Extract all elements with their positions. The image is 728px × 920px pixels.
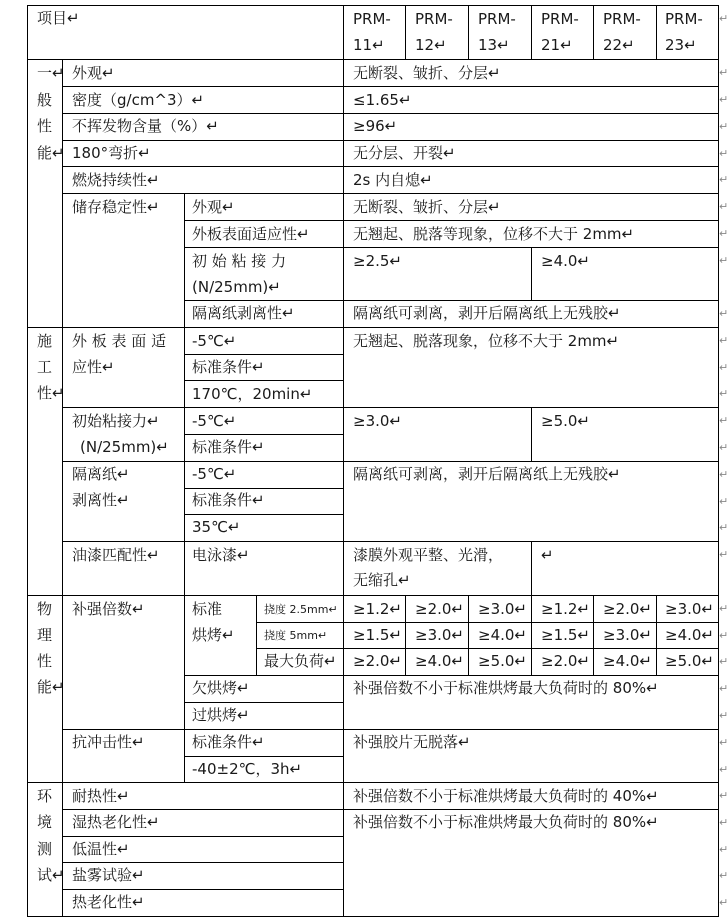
row-end-mark: ↵ [719, 147, 728, 160]
row-end-mark: ↵ [719, 361, 728, 374]
row-end-mark: ↵ [719, 602, 728, 615]
row-end-mark: ↵ [719, 763, 728, 776]
cell-v-cc-cs2: ≥4.0↵ [541, 252, 590, 270]
cell-c-item: 项目↵ [37, 9, 80, 27]
row-end-mark: ↵ [719, 495, 728, 508]
cell-v-sg-gl: 隔离纸可剥离，剥开后隔离纸上无残胶↵ [353, 465, 621, 483]
cell-r-sg-cs2: (N/25mm)↵ [80, 438, 169, 456]
cell-d-1-1: ≥1.2↵ [353, 600, 402, 618]
row-end-mark: ↵ [719, 120, 728, 133]
cell-g4-4: 试↵ [37, 866, 65, 884]
cell-r-kc-a: 标准条件↵ [192, 733, 265, 751]
table-rule-v [62, 59, 63, 917]
cell-h-13a: PRM- [478, 10, 516, 28]
cell-r-md: 密度（g/cm^3）↵ [72, 91, 205, 109]
cell-r-sg-cs1: 初始粘接力↵ [72, 412, 160, 430]
cell-r-rl: 热老化性↵ [72, 893, 145, 911]
cell-v-sg-cs1: ≥3.0↵ [353, 412, 402, 430]
cell-d-2-5: ≥3.0↵ [603, 626, 652, 644]
row-end-mark: ↵ [719, 227, 728, 240]
cell-v-sg-yq3: ↵ [541, 546, 554, 564]
cell-r-sg-yq: 油漆匹配性↵ [72, 546, 160, 564]
cell-r-kc: 抗冲击性↵ [72, 733, 145, 751]
row-end-mark: ↵ [719, 12, 728, 25]
row-end-mark: ↵ [719, 521, 728, 534]
cell-d-2-6: ≥4.0↵ [665, 626, 714, 644]
cell-d-3-4: ≥2.0↵ [541, 652, 590, 670]
cell-r-bq: 补强倍数↵ [72, 600, 145, 618]
cell-v-bq-qh: 补强倍数不小于标准烘烤最大负荷时的 80%↵ [353, 679, 659, 697]
cell-r-sg-gl-a: -5℃↵ [192, 465, 237, 483]
cell-r-180: 180°弯折↵ [72, 144, 151, 162]
row-end-mark: ↵ [719, 468, 728, 481]
table-rule-v [531, 5, 532, 60]
cell-v-sg-yq1: 漆膜外观平整、光滑， [353, 546, 504, 564]
cell-g1-4: 能↵ [37, 144, 65, 162]
cell-v-kc: 补强胶片无脱落↵ [353, 733, 471, 751]
cell-d-1-3: ≥3.0↵ [478, 600, 527, 618]
table-rule-v [256, 595, 257, 676]
cell-r-yw: 盐雾试验↵ [72, 866, 145, 884]
table-rule-v [184, 193, 185, 328]
cell-g2-1: 施 [37, 332, 53, 350]
row-end-mark: ↵ [719, 629, 728, 642]
cell-r-sr: 湿热老化性↵ [72, 813, 160, 831]
cell-r-bq-max: 最大负荷↵ [264, 652, 337, 670]
cell-d-3-3: ≥5.0↵ [478, 652, 527, 670]
table-rule-h [27, 916, 719, 917]
cell-h-21a: PRM- [541, 10, 579, 28]
cell-r-sg-wb-b: 标准条件↵ [192, 358, 265, 376]
cell-r-sg-wb-a: -5℃↵ [192, 332, 237, 350]
row-end-mark: ↵ [719, 736, 728, 749]
cell-g3-1: 物 [37, 600, 53, 618]
cell-r-bq-nd1: 挠度 2.5mm↵ [264, 603, 338, 616]
row-end-mark: ↵ [719, 709, 728, 722]
cell-g3-2: 理 [37, 626, 53, 644]
cell-v-sg-yq2: 无缩孔↵ [353, 571, 411, 589]
cell-r-kc-b: -40±2℃，3h↵ [192, 760, 303, 778]
cell-h-22a: PRM- [603, 10, 641, 28]
row-end-mark: ↵ [719, 334, 728, 347]
cell-r-sg-yq-a: 电泳漆↵ [192, 546, 250, 564]
cell-r-cc-wg: 外观↵ [192, 198, 235, 216]
cell-h-13b: 13↵ [478, 36, 510, 54]
cell-h-11a: PRM- [353, 10, 391, 28]
cell-g1-2: 般 [37, 91, 53, 109]
cell-g2-2: 工 [37, 358, 53, 376]
cell-d-2-2: ≥3.0↵ [415, 626, 464, 644]
row-end-mark: ↵ [719, 441, 728, 454]
cell-r-bq-bz2: 烘烤↵ [192, 626, 235, 644]
cell-d-1-2: ≥2.0↵ [415, 600, 464, 618]
cell-r-cc-cs1: 初 始 粘 接 力 [192, 252, 287, 270]
table-rule-v [531, 595, 532, 676]
cell-r-bq-gh: 过烘烤↵ [192, 706, 250, 724]
table-rule-v [405, 5, 406, 60]
table-rule-v [656, 5, 657, 60]
cell-d-2-1: ≥1.5↵ [353, 626, 402, 644]
row-end-mark: ↵ [719, 548, 728, 561]
table-rule-v [531, 541, 532, 596]
row-end-mark: ↵ [719, 254, 728, 267]
cell-h-23a: PRM- [665, 10, 703, 28]
table-rule-v [468, 595, 469, 676]
cell-d-3-2: ≥4.0↵ [415, 652, 464, 670]
cell-v-md: ≤1.65↵ [353, 91, 412, 109]
cell-v-cc-wb: 无翘起、脱落等现象，位移不大于 2mm↵ [353, 225, 635, 243]
cell-r-cc-glz: 隔离纸剥离性↵ [192, 304, 295, 322]
cell-r-sg-wb1: 外 板 表 面 适 [72, 332, 167, 350]
table-rule-v [531, 407, 532, 462]
row-end-mark: ↵ [719, 200, 728, 213]
cell-r-cc: 储存稳定性↵ [72, 198, 160, 216]
table-rule-v [531, 247, 532, 301]
cell-v-nr: 补强倍数不小于标准烘烤最大负荷时的 40%↵ [353, 787, 659, 805]
cell-d-2-4: ≥1.5↵ [541, 626, 590, 644]
cell-d-1-6: ≥3.0↵ [665, 600, 714, 618]
cell-g3-4: 能↵ [37, 678, 65, 696]
cell-d-3-5: ≥4.0↵ [603, 652, 652, 670]
row-end-mark: ↵ [719, 682, 728, 695]
table-rule-v [656, 595, 657, 676]
table-rule-v [184, 327, 185, 783]
cell-g2-3: 性↵ [37, 384, 65, 402]
row-end-mark: ↵ [719, 896, 728, 909]
cell-v-cc-cs1: ≥2.5↵ [353, 252, 402, 270]
cell-v-sg-cs2: ≥5.0↵ [541, 412, 590, 430]
cell-r-bq-nd2: 挠度 5mm↵ [264, 629, 328, 642]
cell-r-wg: 外观↵ [72, 64, 115, 82]
cell-r-sg-cs-b: 标准条件↵ [192, 438, 265, 456]
cell-d-3-1: ≥2.0↵ [353, 652, 402, 670]
cell-r-sg-gl-c: 35℃↵ [192, 518, 241, 536]
cell-r-sg-wb2: 应性↵ [72, 358, 115, 376]
cell-r-sg-wb-c: 170℃，20min↵ [192, 385, 313, 403]
cell-h-23b: 23↵ [665, 36, 697, 54]
cell-h-12a: PRM- [415, 10, 453, 28]
cell-g1-1: 一↵ [37, 64, 65, 82]
cell-r-sg-cs-a: -5℃↵ [192, 412, 237, 430]
cell-v-wg: 无断裂、皱折、分层↵ [353, 64, 501, 82]
table-rule-v [27, 5, 28, 917]
table-rule-v [593, 595, 594, 676]
row-end-mark: ↵ [719, 387, 728, 400]
cell-g3-3: 性 [37, 652, 53, 670]
cell-d-1-5: ≥2.0↵ [603, 600, 652, 618]
cell-v-sg-wb: 无翘起、脱落现象，位移不大于 2mm↵ [353, 332, 620, 350]
row-end-mark: ↵ [719, 789, 728, 802]
cell-v-rs: 2s 内自熄↵ [353, 171, 433, 189]
cell-r-sg-gl1: 隔离纸↵ [72, 465, 130, 483]
cell-h-22b: 22↵ [603, 36, 635, 54]
table-rule-v [468, 5, 469, 60]
cell-r-dw: 低温性↵ [72, 840, 130, 858]
cell-r-bq-qh: 欠烘烤↵ [192, 679, 250, 697]
cell-r-rs: 燃烧持续性↵ [72, 171, 160, 189]
cell-d-1-4: ≥1.2↵ [541, 600, 590, 618]
row-end-mark: ↵ [719, 307, 728, 320]
row-end-mark: ↵ [719, 93, 728, 106]
cell-h-21b: 21↵ [541, 36, 573, 54]
row-end-mark: ↵ [719, 173, 728, 186]
table-rule-v [343, 5, 344, 917]
cell-r-bhf: 不挥发物含量（%）↵ [72, 117, 219, 135]
cell-g1-3: 性 [37, 117, 53, 135]
cell-h-11b: 11↵ [353, 36, 385, 54]
cell-r-sg-gl2: 剥离性↵ [72, 491, 130, 509]
row-end-mark: ↵ [719, 816, 728, 829]
row-end-mark: ↵ [719, 655, 728, 668]
row-end-mark: ↵ [719, 869, 728, 882]
table-rule-v [593, 5, 594, 60]
row-end-mark: ↵ [719, 843, 728, 856]
cell-r-nr: 耐热性↵ [72, 787, 130, 805]
cell-v-180: 无分层、开裂↵ [353, 144, 456, 162]
row-end-mark: ↵ [719, 414, 728, 427]
cell-h-12b: 12↵ [415, 36, 447, 54]
cell-g4-3: 测 [37, 840, 53, 858]
cell-r-bq-bz1: 标准 [192, 600, 223, 618]
cell-v-cc-glz: 隔离纸可剥离，剥开后隔离纸上无残胶↵ [353, 304, 621, 322]
cell-v-sr: 补强倍数不小于标准烘烤最大负荷时的 80%↵ [353, 813, 659, 831]
cell-r-cc-wb: 外板表面适应性↵ [192, 225, 310, 243]
cell-v-cc-wg: 无断裂、皱折、分层↵ [353, 198, 501, 216]
cell-v-bhf: ≥96↵ [353, 117, 398, 135]
cell-d-2-3: ≥4.0↵ [478, 626, 527, 644]
cell-d-3-6: ≥5.0↵ [665, 652, 714, 670]
cell-g4-1: 环 [37, 787, 53, 805]
table-rule-v [405, 595, 406, 676]
cell-g4-2: 境 [37, 813, 53, 831]
row-end-mark: ↵ [719, 66, 728, 79]
cell-r-cc-cs2: (N/25mm)↵ [192, 278, 281, 296]
cell-r-sg-gl-b: 标准条件↵ [192, 491, 265, 509]
